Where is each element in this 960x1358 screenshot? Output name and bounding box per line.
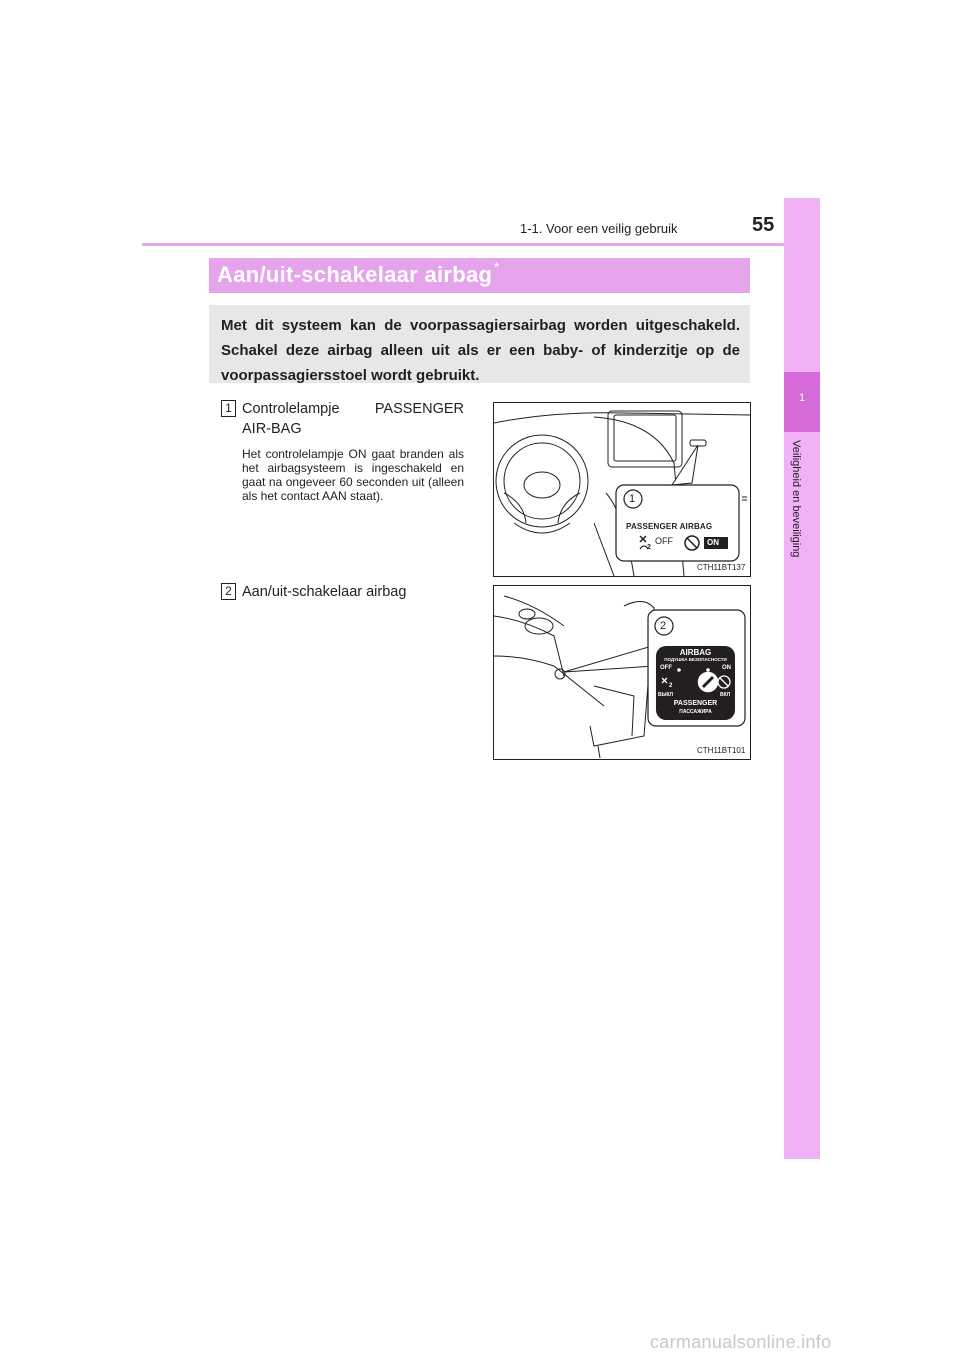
title-star: * bbox=[494, 260, 500, 274]
switch-passenger-ru: ПАССАЖИРА bbox=[679, 709, 712, 715]
section-header: 1-1. Voor een veilig gebruik bbox=[520, 221, 678, 236]
page-number: 55 bbox=[752, 214, 775, 236]
header-rule bbox=[142, 243, 820, 246]
figure-code: CTH11BT137 bbox=[697, 563, 746, 572]
callout-number: 1 bbox=[629, 493, 636, 505]
glovebox-illustration bbox=[494, 586, 750, 759]
figure-code: CTH11BT101 bbox=[697, 746, 746, 755]
dashboard-illustration bbox=[494, 403, 750, 576]
chapter-label bbox=[786, 440, 816, 590]
title-text: Aan/uit-schakelaar airbag bbox=[217, 262, 493, 287]
figure-dashboard bbox=[493, 402, 751, 577]
chapter-side-tab bbox=[784, 198, 820, 1159]
switch-off-label: OFF bbox=[660, 665, 672, 671]
switch-passenger: PASSENGER bbox=[673, 700, 718, 707]
switch-sub: 2 bbox=[669, 683, 673, 689]
figure-airbag-switch bbox=[493, 585, 751, 760]
page-title bbox=[217, 262, 499, 288]
indicator-label: PASSENGER AIRBAG bbox=[626, 522, 713, 531]
switch-on-label-ru: ВКЛ bbox=[720, 692, 731, 698]
switch-off-label-ru: ВЫКЛ bbox=[658, 692, 674, 698]
item-title: Controlelampje PASSENGER AIR-BAG bbox=[242, 401, 464, 437]
item-description: Het controlelampje ON gaat branden als het airbagsysteem is ingeschakeld en gaat na ongeveer 60 seconden uit (alleen als het contact AAN staat). bbox=[242, 447, 464, 503]
indicator-on-label: ON bbox=[707, 538, 719, 547]
switch-title-ru: ПОДУШКА БЕЗОПАСНОСТИ bbox=[664, 657, 727, 662]
switch-on-label: ON bbox=[722, 665, 731, 671]
item-number-badge: 1 bbox=[221, 400, 236, 417]
footer-watermark: carmanualsonline.info bbox=[650, 1332, 832, 1352]
item-number-badge: 2 bbox=[221, 583, 236, 600]
indicator-sub: 2 bbox=[647, 544, 651, 551]
item-title: Aan/uit-schakelaar airbag bbox=[242, 584, 407, 600]
chapter-number: 1 bbox=[798, 392, 806, 404]
callout-number: 2 bbox=[660, 620, 667, 632]
chapter-label-text: Veiligheid en beveiliging bbox=[790, 440, 802, 558]
intro-text: Met dit systeem kan de voorpassagiersairbag worden uitgeschakeld. Schakel deze airbag alleen uit als er een baby- of kinderzitje op de voorpassagiersstoel wordt gebruikt. bbox=[221, 317, 740, 384]
switch-title: AIRBAG bbox=[679, 648, 712, 657]
indicator-off-label: OFF bbox=[655, 536, 673, 546]
